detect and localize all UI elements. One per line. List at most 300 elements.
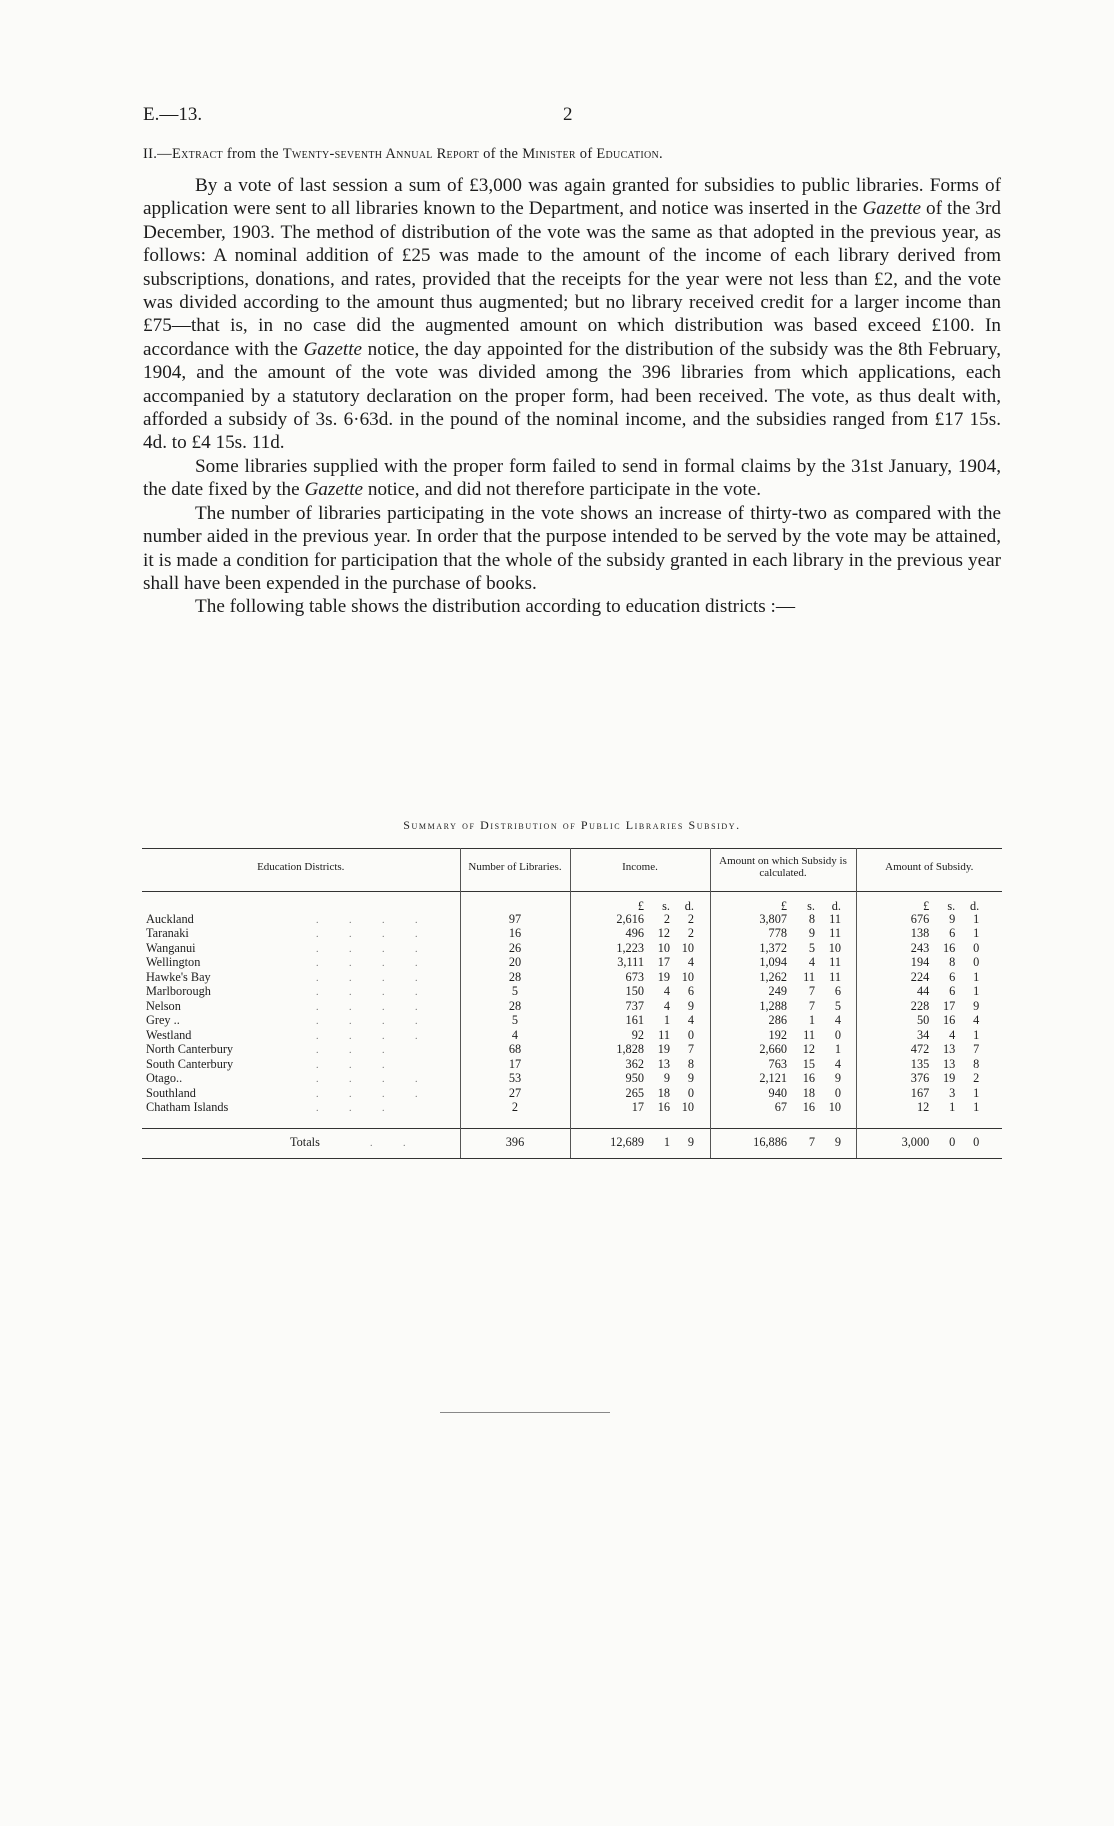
subsidy-cell	[856, 942, 1002, 957]
shillings-value: 16	[942, 940, 956, 955]
pounds-value: 192	[768, 1027, 787, 1042]
pence-value: 1	[973, 926, 980, 940]
pounds-value: 150	[625, 984, 644, 998]
shillings-value: 10	[657, 940, 670, 955]
pounds-value: 92	[631, 1027, 644, 1042]
subsidy-cell	[856, 971, 1002, 986]
district-cell	[142, 1072, 460, 1087]
district-name: Hawke's Bay	[146, 969, 211, 984]
pence-value: 4	[687, 1013, 694, 1027]
amount-cell	[710, 1087, 856, 1102]
income-cell	[570, 913, 710, 928]
shillings-value: 18	[802, 1085, 815, 1100]
table-row	[142, 1000, 1002, 1015]
pounds-value: 16,886	[753, 1135, 787, 1149]
libraries-count: 4	[460, 1029, 570, 1044]
shillings-value: 9	[808, 926, 815, 940]
section-word-extract: Extract	[171, 146, 223, 162]
pence-value: 0	[687, 1027, 694, 1042]
pounds-value: 138	[910, 926, 930, 940]
leader-dots: . . . .	[316, 1016, 432, 1027]
pounds-value: 2,660	[759, 1042, 787, 1056]
pence-value: 11	[829, 926, 841, 940]
section-word-education: Education.	[596, 146, 663, 162]
subsidy-cell	[856, 1000, 1002, 1015]
shillings-value: 6	[949, 969, 956, 984]
gazette-italic: Gazette	[862, 198, 922, 220]
district-cell	[142, 985, 460, 1000]
amount-cell	[710, 1058, 856, 1073]
leader-dots: . . . .	[316, 958, 432, 969]
section-title	[143, 146, 1003, 163]
amount-cell	[710, 942, 856, 957]
unit-pence: d.	[684, 899, 694, 913]
shillings-value: 8	[808, 911, 815, 926]
shillings-value: 11	[658, 1027, 670, 1042]
totals-label: Totals	[290, 1135, 320, 1149]
unit-shillings: s.	[807, 899, 815, 913]
pence-value: 0	[834, 1085, 841, 1100]
pence-value: 2	[687, 926, 694, 940]
pounds-value: 376	[910, 1071, 930, 1085]
leader-dots: . . . .	[316, 987, 432, 998]
table-row	[142, 1072, 1002, 1087]
income-cell	[570, 971, 710, 986]
libraries-count: 5	[460, 985, 570, 1000]
pence-value: 5	[834, 998, 841, 1013]
pence-value: 9	[834, 1071, 841, 1085]
pence-value: 1	[973, 984, 980, 998]
spacer-row	[142, 1116, 1002, 1129]
district-name: Wellington	[146, 955, 201, 969]
libraries-count: 2	[460, 1101, 570, 1116]
pounds-value: 940	[768, 1085, 787, 1100]
shillings-value: 1	[663, 1135, 670, 1149]
leader-dots: . . . .	[316, 914, 432, 926]
shillings-value: 16	[657, 1100, 670, 1114]
pounds-value: 950	[625, 1071, 644, 1085]
shillings-value: 4	[949, 1027, 956, 1042]
shillings-value: 1	[949, 1100, 956, 1114]
pounds-value: 67	[774, 1100, 787, 1114]
paragraph-2	[143, 455, 1001, 502]
table-row	[142, 1101, 1002, 1116]
subsidy-table	[142, 848, 1002, 1159]
district-cell	[142, 1029, 460, 1044]
district-name: Auckland	[146, 911, 194, 926]
shillings-value: 4	[663, 998, 670, 1013]
paragraph-1-text-e: notice, the day appointed for the distribution of the subsidy was the 8th February, 1904, and the amount of the vote was divided among the 396 libraries from which applications, each accompanied by a statutory declaration on the proper form, had been received. The vote, as thus dealt with, afforded a subsidy of 3s. 6·63d. in the pound of the nominal income, and the subsidies ranged from £17 15s. 4d. to £4 15s. 11d.	[143, 338, 1001, 454]
unit-pence: d.	[970, 899, 980, 913]
shillings-value: 12	[657, 926, 670, 940]
libraries-count: 20	[460, 956, 570, 971]
libraries-count: 53	[460, 1072, 570, 1087]
pence-value: 9	[687, 1071, 694, 1085]
income-cell	[570, 1014, 710, 1029]
table-row	[142, 927, 1002, 942]
pence-value: 4	[687, 955, 694, 969]
pounds-value: 778	[768, 926, 787, 940]
libraries-count: 68	[460, 1043, 570, 1058]
pence-value: 6	[687, 984, 694, 998]
amount-cell	[710, 1000, 856, 1015]
district-name: Marlborough	[146, 984, 211, 998]
pounds-value: 1,223	[616, 940, 644, 955]
district-cell	[142, 1058, 460, 1073]
pence-value: 8	[687, 1056, 694, 1071]
units-row	[142, 892, 1002, 913]
pounds-value: 3,807	[759, 911, 787, 926]
pounds-value: 194	[910, 955, 930, 969]
pence-value: 0	[973, 940, 980, 955]
shillings-value: 16	[802, 1100, 815, 1114]
pounds-value: 161	[625, 1013, 644, 1027]
table-row	[142, 985, 1002, 1000]
district-name: South Canterbury	[146, 1056, 234, 1071]
amount-cell	[710, 1072, 856, 1087]
unit-shillings: s.	[947, 899, 956, 913]
header-subsidy: Amount of Subsidy.	[856, 849, 1002, 892]
section-word-from: from the	[222, 146, 283, 162]
pence-value: 0	[687, 1085, 694, 1100]
leader-dots: . . . .	[316, 929, 432, 940]
shillings-value: 19	[657, 1042, 670, 1056]
pence-value: 1	[973, 1100, 980, 1114]
pounds-value: 286	[768, 1013, 787, 1027]
subsidy-cell	[856, 1101, 1002, 1116]
table-row	[142, 1043, 1002, 1058]
leader-dots: . . . .	[316, 1074, 432, 1085]
pounds-value: 496	[625, 926, 644, 940]
document-code: E.—13.	[143, 104, 203, 125]
district-name: Otago..	[146, 1071, 183, 1085]
pence-value: 10	[681, 969, 694, 984]
unit-pounds: £	[637, 899, 644, 913]
table-title: Summary of Distribution of Public Libraries Subsidy.	[403, 818, 741, 832]
income-cell	[570, 1058, 710, 1073]
district-cell	[142, 1087, 460, 1102]
district-cell	[142, 913, 460, 928]
pounds-value: 1,372	[759, 940, 787, 955]
pounds-value: 3,111	[617, 955, 644, 969]
pence-value: 2	[687, 911, 694, 926]
gazette-italic: Gazette	[303, 338, 363, 360]
income-cell	[570, 1000, 710, 1015]
pounds-value: 135	[910, 1056, 930, 1071]
pounds-value: 243	[910, 940, 930, 955]
section-word-minister: Minister	[522, 146, 576, 162]
subsidy-cell	[856, 1058, 1002, 1073]
header-income: Income.	[570, 849, 710, 892]
pounds-value: 2,616	[616, 911, 644, 926]
pence-value: 7	[687, 1042, 694, 1056]
gazette-italic: Gazette	[304, 479, 364, 501]
district-cell	[142, 1043, 460, 1058]
subsidy-cell	[856, 913, 1002, 928]
libraries-count: 28	[460, 1000, 570, 1015]
district-name: Nelson	[146, 998, 181, 1013]
leader-dots: . . . .	[316, 1030, 432, 1042]
shillings-value: 6	[949, 984, 956, 998]
pence-value: 1	[973, 969, 980, 984]
page-header	[143, 104, 983, 130]
leader-dots: . . . .	[316, 972, 432, 984]
shillings-value: 13	[657, 1056, 670, 1071]
district-name: Wanganui	[146, 940, 196, 955]
libraries-count: 26	[460, 942, 570, 957]
unit-shillings: s.	[662, 899, 670, 913]
amount-cell	[710, 1029, 856, 1044]
header-libraries: Number of Libraries.	[460, 849, 570, 892]
header-districts: Education Districts.	[257, 861, 345, 873]
pounds-value: 2,121	[759, 1071, 787, 1085]
district-name: Taranaki	[146, 926, 189, 940]
pounds-value: 676	[910, 911, 930, 926]
table-row	[142, 1029, 1002, 1044]
shillings-value: 9	[663, 1071, 670, 1085]
paragraph-2-text-c: notice, and did not therefore participate in the vote.	[363, 479, 762, 501]
pence-value: 9	[834, 1135, 841, 1149]
pence-value: 4	[834, 1056, 841, 1071]
district-cell	[142, 971, 460, 986]
pounds-value: 1,094	[759, 955, 787, 969]
subsidy-cell	[856, 956, 1002, 971]
leader-dots: . . .	[316, 1045, 399, 1056]
shillings-value: 11	[803, 1027, 815, 1042]
pounds-value: 12,689	[610, 1135, 644, 1149]
shillings-value: 5	[808, 940, 815, 955]
shillings-value: 8	[949, 955, 956, 969]
income-cell	[570, 1029, 710, 1044]
subsidy-cell	[856, 1029, 1002, 1044]
shillings-value: 7	[808, 984, 815, 998]
pence-value: 9	[687, 998, 694, 1013]
table-row	[142, 913, 1002, 928]
subsidy-cell	[856, 1014, 1002, 1029]
district-cell	[142, 956, 460, 971]
district-name: Southland	[146, 1085, 196, 1100]
district-name: Grey ..	[146, 1013, 180, 1027]
pounds-value: 265	[625, 1085, 644, 1100]
pence-value: 11	[829, 955, 841, 969]
subsidy-cell	[856, 1072, 1002, 1087]
pounds-value: 44	[916, 984, 930, 998]
shillings-value: 7	[808, 1135, 815, 1149]
income-cell	[570, 942, 710, 957]
income-cell	[570, 956, 710, 971]
pence-value: 1	[973, 911, 980, 926]
pence-value: 1	[973, 1027, 980, 1042]
shillings-value: 1	[663, 1013, 670, 1027]
shillings-value: 16	[942, 1013, 956, 1027]
income-cell	[570, 985, 710, 1000]
income-cell	[570, 927, 710, 942]
section-word-report: Twenty-seventh Annual Report	[282, 146, 480, 162]
leader-dots: . . . .	[316, 1001, 432, 1013]
pounds-value: 472	[910, 1042, 930, 1056]
shillings-value: 19	[657, 969, 670, 984]
pounds-value: 362	[625, 1056, 644, 1071]
pence-value: 11	[829, 969, 841, 984]
pence-value: 7	[973, 1042, 980, 1056]
libraries-count: 5	[460, 1014, 570, 1029]
totals-income	[570, 1129, 710, 1159]
end-rule	[440, 1412, 610, 1413]
totals-amount	[710, 1129, 856, 1159]
pence-value: 0	[834, 1027, 841, 1042]
libraries-count: 17	[460, 1058, 570, 1073]
shillings-value: 4	[663, 984, 670, 998]
district-cell	[142, 1101, 460, 1116]
section-word-of-2: of	[575, 146, 597, 162]
leader-dots: . . . .	[316, 1088, 432, 1100]
shillings-value: 17	[657, 955, 670, 969]
pounds-value: 673	[625, 969, 644, 984]
body-text	[143, 174, 1001, 619]
shillings-value: 11	[803, 969, 815, 984]
unit-pence: d.	[831, 899, 841, 913]
pence-value: 2	[973, 1071, 980, 1085]
paragraph-3: The number of libraries participating in the vote shows an increase of thirty-two as compared with the number aided in the previous year. In order that the purpose intended to be served by the vote may be attained, it is made a condition for participation that the whole of the subsidy granted in each library in the previous year shall have been expended in the purchase of books.	[143, 502, 1001, 594]
income-cell	[570, 1087, 710, 1102]
amount-cell	[710, 913, 856, 928]
pence-value: 8	[973, 1056, 980, 1071]
district-cell	[142, 1014, 460, 1029]
district-cell	[142, 942, 460, 957]
section-word-of: of the	[479, 146, 523, 162]
shillings-value: 3	[949, 1085, 956, 1100]
shillings-value: 12	[802, 1042, 815, 1056]
shillings-value: 2	[663, 911, 670, 926]
pounds-value: 737	[625, 998, 644, 1013]
district-name: Chatham Islands	[146, 1100, 229, 1114]
amount-cell	[710, 985, 856, 1000]
leader-dots: . .	[370, 1138, 420, 1149]
totals-row	[142, 1129, 1002, 1159]
table-row	[142, 942, 1002, 957]
pence-value: 10	[828, 1100, 841, 1114]
pounds-value: 1,828	[616, 1042, 644, 1056]
amount-cell	[710, 1101, 856, 1116]
amount-cell	[710, 1043, 856, 1058]
pence-value: 11	[829, 911, 841, 926]
table-row	[142, 971, 1002, 986]
pounds-value: 34	[916, 1027, 930, 1042]
pounds-value: 3,000	[901, 1135, 930, 1149]
pence-value: 1	[973, 1085, 980, 1100]
shillings-value: 13	[942, 1056, 956, 1071]
paragraph-2-text-a: Some libraries supplied with the proper form failed to send in formal claims by the 31st January, 1904, the date fixed by the	[143, 455, 1001, 501]
shillings-value: 0	[949, 1135, 956, 1149]
amount-cell	[710, 956, 856, 971]
district-name: North Canterbury	[146, 1042, 234, 1056]
table-row	[142, 956, 1002, 971]
unit-pounds: £	[923, 899, 930, 913]
section-numeral: II.—	[143, 146, 172, 162]
table-header-row	[142, 849, 1002, 892]
subsidy-table-wrapper	[142, 848, 1002, 1159]
pounds-value: 1,288	[759, 998, 787, 1013]
libraries-count: 27	[460, 1087, 570, 1102]
amount-cell	[710, 971, 856, 986]
libraries-count: 97	[460, 913, 570, 928]
pence-value: 10	[681, 940, 694, 955]
pounds-value: 12	[916, 1100, 930, 1114]
shillings-value: 6	[949, 926, 956, 940]
pence-value: 6	[834, 984, 841, 998]
income-cell	[570, 1072, 710, 1087]
pounds-value: 224	[910, 969, 930, 984]
shillings-value: 17	[942, 998, 956, 1013]
paragraph-1-text-a: By a vote of last session a sum of £3,000 was again granted for subsidies to public libraries. Forms of application were sent to all libraries known to the Department, and notice was inserted in the	[143, 175, 1001, 220]
shillings-value: 13	[942, 1042, 956, 1056]
paragraph-1	[143, 174, 1001, 455]
paragraph-4: The following table shows the distribution according to education districts :—	[195, 596, 796, 618]
shillings-value: 1	[808, 1013, 815, 1027]
shillings-value: 16	[802, 1071, 815, 1085]
pence-value: 4	[973, 1013, 980, 1027]
subsidy-cell	[856, 1043, 1002, 1058]
table-body	[142, 892, 1002, 1159]
pounds-value: 228	[910, 998, 930, 1013]
shillings-value: 7	[808, 998, 815, 1013]
table-row	[142, 1014, 1002, 1029]
paragraph-1-text-c: of the 3rd December, 1903. The method of distribution of the vote was the same as that adopted in the previous year, as follows: A nominal addition of £25 was made to the amount of the income of each library derived from subscriptions, donations, and rates, provided that the receipts for the year were not less than £2, and the vote was divided according to the amount thus augmented; but no library received credit for a larger income than £75—that is, in no case did the augmented amount on which distribution was based exceed £100. In accordance with the	[143, 198, 1001, 360]
pounds-value: 167	[910, 1085, 930, 1100]
shillings-value: 19	[942, 1071, 956, 1085]
district-cell	[142, 927, 460, 942]
pounds-value: 249	[768, 984, 787, 998]
shillings-value: 4	[808, 955, 815, 969]
totals-label-cell	[142, 1129, 460, 1159]
pence-value: 10	[828, 940, 841, 955]
pence-value: 0	[973, 955, 980, 969]
leader-dots: . . .	[316, 1103, 399, 1114]
income-cell	[570, 1043, 710, 1058]
pence-value: 0	[973, 1135, 980, 1149]
pence-value: 9	[973, 998, 980, 1013]
subsidy-cell	[856, 985, 1002, 1000]
table-row	[142, 1087, 1002, 1102]
shillings-value: 15	[802, 1056, 815, 1071]
pounds-value: 763	[768, 1056, 787, 1071]
pence-value: 9	[687, 1135, 694, 1149]
amount-cell	[710, 927, 856, 942]
pounds-value: 1,262	[759, 969, 787, 984]
shillings-value: 9	[949, 911, 956, 926]
income-cell	[570, 1101, 710, 1116]
district-cell	[142, 1000, 460, 1015]
libraries-count: 28	[460, 971, 570, 986]
pounds-value: 17	[631, 1100, 644, 1114]
amount-cell	[710, 1014, 856, 1029]
page-number: 2	[563, 104, 573, 125]
unit-pounds: £	[780, 899, 787, 913]
pence-value: 1	[834, 1042, 841, 1056]
leader-dots: . . . .	[316, 943, 432, 955]
pence-value: 4	[834, 1013, 841, 1027]
pence-value: 10	[681, 1100, 694, 1114]
totals-subsidy	[856, 1129, 1002, 1159]
totals-libraries: 396	[460, 1129, 570, 1159]
subsidy-cell	[856, 927, 1002, 942]
district-name: Westland	[146, 1027, 192, 1042]
libraries-count: 16	[460, 927, 570, 942]
table-row	[142, 1058, 1002, 1073]
leader-dots: . . .	[316, 1059, 399, 1071]
pounds-value: 50	[916, 1013, 930, 1027]
subsidy-cell	[856, 1087, 1002, 1102]
